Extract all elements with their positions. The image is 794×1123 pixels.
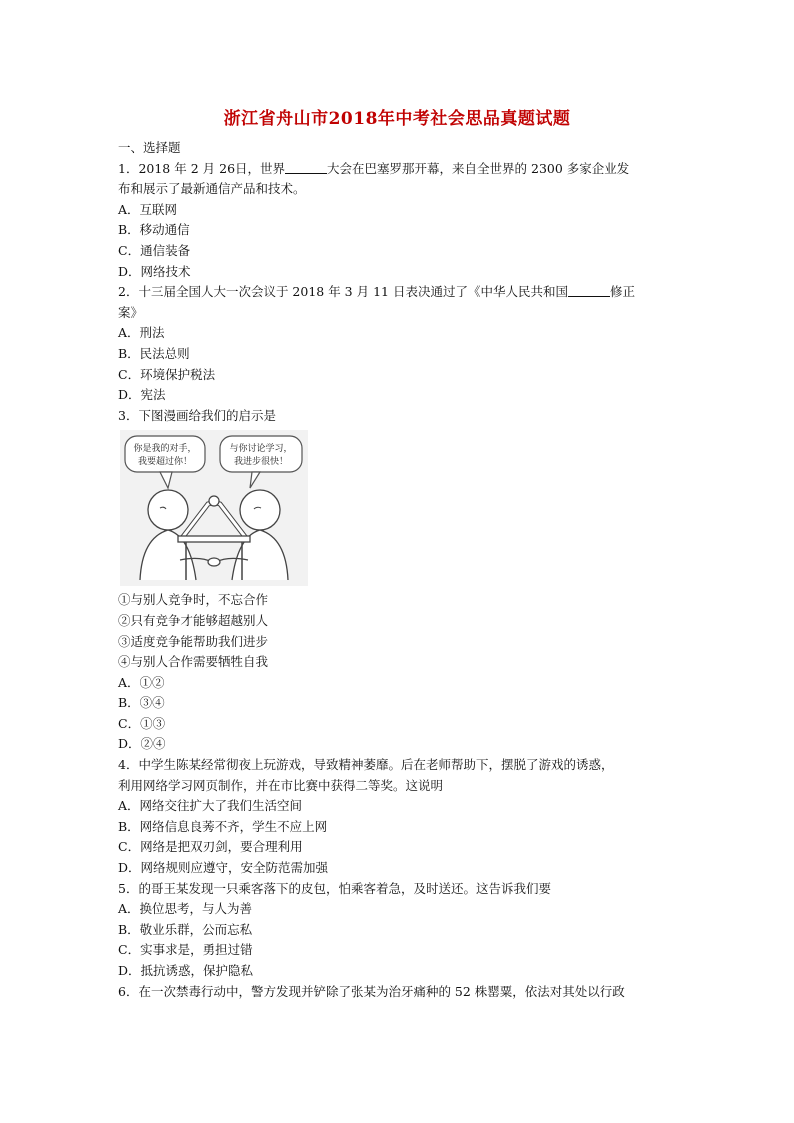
left-bubble-line-2: 我要超过你！ <box>137 457 193 468</box>
right-bubble-line-1: 与你讨论学习， <box>229 444 293 455</box>
question-text: 大会在巴塞罗那开幕，来自全世界的 2300 多家企业发 <box>327 160 630 176</box>
question-6-line-1: 6．在一次禁毒行动中，警方发现并铲除了张某为治牙痛种的 52 株罂粟，依法对其处以行政 <box>118 983 625 999</box>
left-bubble-line-1: 你是我的对手， <box>133 444 197 455</box>
question-1-line-2: 布和展示了最新通信产品和技术。 <box>118 181 306 197</box>
option-c: C．网络是把双刃剑，要合理利用 <box>118 839 303 855</box>
right-bubble-line-2: 我进步很快！ <box>233 457 289 468</box>
option-c: C．通信装备 <box>118 242 191 258</box>
option-a: A．①② <box>118 674 165 690</box>
question-2-line-2: 案》 <box>118 304 144 320</box>
option-b: B．民法总则 <box>118 345 190 361</box>
question-1-line-1 <box>118 159 678 180</box>
option-d: D．抵抗诱惑，保护隐私 <box>118 963 254 978</box>
question-4-line-1: 4．中学生陈某经常彻夜上玩游戏，导致精神萎靡。后在老师帮助下，摆脱了游戏的诱惑， <box>118 757 614 773</box>
option-b: B．敬业乐群，公而忘私 <box>118 921 253 937</box>
document-body <box>118 138 678 1002</box>
question-4-line-2: 利用网络学习网页制作，并在市比赛中获得二等奖。这说明 <box>118 777 444 793</box>
option-d: D．网络技术 <box>118 263 191 279</box>
document-title: 浙江省舟山市2018年中考社会思品真题试题 <box>223 109 571 129</box>
option-d: D．宪法 <box>118 387 166 403</box>
option-b: B．移动通信 <box>118 222 190 238</box>
table <box>178 536 250 542</box>
section-heading: 一、选择题 <box>118 140 181 155</box>
answer-blank <box>568 283 610 297</box>
answer-blank <box>285 160 327 174</box>
question-2-line-1 <box>118 282 678 303</box>
question-5-line-1: 5．的哥王某发现一只乘客落下的皮包，怕乘客着急，及时送还。这告诉我们要 <box>118 880 551 896</box>
option-c: C．实事求是，勇担过错 <box>118 942 253 958</box>
question-text: 2．十三届全国人大一次会议于 2018 年 3 月 11 日表决通过了《中华人民共和国 <box>118 284 568 300</box>
option-b: B．③④ <box>118 695 165 711</box>
question-text: 修正 <box>609 284 635 300</box>
question-text: 1．2018 年 2 月 26日，世界 <box>118 160 286 176</box>
statement-4: ④与别人合作需要牺牲自我 <box>118 654 269 670</box>
option-c: C．环境保护税法 <box>118 366 216 382</box>
option-b: B．网络信息良莠不齐，学生不应上网 <box>118 818 328 834</box>
comic-drawing <box>120 430 308 586</box>
option-a: A．刑法 <box>118 325 165 341</box>
option-d: D．网络规则应遵守，安全防范需加强 <box>118 860 329 876</box>
option-a: A．换位思考，与人为善 <box>118 901 253 917</box>
option-c: C．①③ <box>118 715 166 731</box>
left-figure-head <box>148 490 188 530</box>
option-a: A．网络交往扩大了我们生活空间 <box>118 798 303 814</box>
question-3-line-1: 3．下图漫画给我们的启示是 <box>118 407 276 423</box>
option-a: A．互联网 <box>118 201 178 217</box>
statement-1: ①与别人竞争时，不忘合作 <box>118 592 269 608</box>
comic-illustration <box>120 430 308 586</box>
statement-2: ②只有竞争才能够超越别人 <box>118 612 269 628</box>
statement-3: ③适度竞争能帮助我们进步 <box>118 633 269 649</box>
option-d: D．②④ <box>118 736 166 752</box>
right-figure-head <box>240 490 280 530</box>
